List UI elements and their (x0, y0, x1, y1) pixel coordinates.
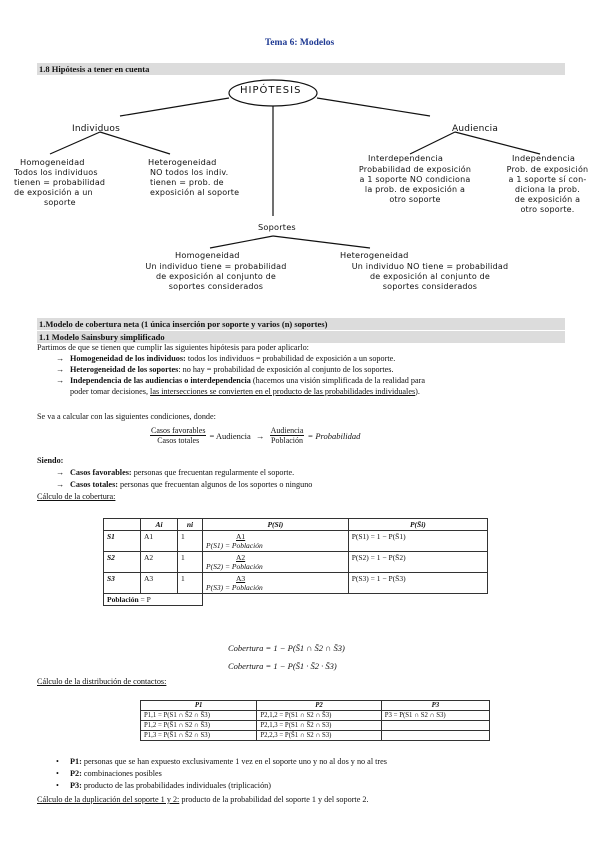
bullet-independencia: → Independencia de las audiencias o interdependencia (hacemos una visión simplificada de la realidad para (56, 376, 425, 385)
page-title: Tema 6: Modelos (264, 38, 335, 48)
diagram-homog1: Homogeneidad (20, 157, 85, 167)
diagram-heter2-text: Un individuo NO tiene = probabilidad de exposición al conjunto de soportes considerados (351, 262, 509, 291)
bullet-p3: • P3: producto de las probabilidades individuales (triplicación) (56, 781, 271, 790)
table-row: P1,3 = P(S̄1 ∩ S̄2 ∩ S3) P2,2,3 = P(S̄1 ∩ S2 ∩ S3) (141, 731, 490, 741)
connector-indep (455, 132, 540, 154)
section-heading-hipotesis: 1.8 Hipótesis a tener en cuenta (37, 63, 565, 75)
arrow-icon: → (56, 354, 65, 363)
duplicacion-line: Cálculo de la duplicación del soporte 1 y 2: producto de la probabilidad del soporte 1 y del soporte 2. (37, 795, 369, 804)
connector-audiencia (317, 98, 430, 116)
table-footer-row: Población = P (104, 594, 488, 606)
diagram-individuos: Individuos (72, 124, 121, 134)
bullet-homogeneidad: → Homogeneidad de los individuos: todos los individuos = probabilidad de exposición a un soporte. (56, 354, 396, 363)
table-header-row: Ai ni P(Si) P(S̄i) (104, 519, 488, 531)
connector-homog1 (50, 132, 100, 154)
calc-intro: Se va a calcular con las siguientes condiciones, donde: (37, 412, 216, 421)
diagram-interdep-text: Probabilidad de exposición a 1 soporte NO condiciona la prob. de exposición a otro soporte (358, 165, 472, 204)
arrow-icon: → (56, 468, 65, 477)
bullet-independencia-cont: poder tomar decisiones, las intersecciones se convierten en el producto de las probabilidades individuales). (70, 387, 420, 396)
cobertura-table (103, 518, 488, 606)
siendo-label: Siendo: (37, 456, 64, 465)
distribucion-title: Cálculo de la distribución de contactos: (37, 677, 167, 686)
arrow-icon: → (56, 365, 65, 374)
table-header-row: P1 P2 P3 (141, 701, 490, 711)
diagram-heter1-text: NO todos los indiv. tienen = prob. de exposición al soporte (150, 168, 240, 197)
bullet-heterogeneidad: → Heterogeneidad de los soportes: no hay = probabilidad de exposición al conjunto de los soportes. (56, 365, 394, 374)
diagram-indep: Independencia (512, 153, 576, 163)
diagram-heter2: Heterogeneidad (340, 250, 409, 260)
cobertura-title: Cálculo de la cobertura: (37, 492, 116, 501)
table-row: S2 A2 1 A2 P(S2) = Población P(S2) = 1 − P(S̄2) (104, 552, 488, 573)
diagram-homog2: Homogeneidad (175, 250, 240, 260)
diagram-homog2-text: Un individuo tiene = probabilidad de exposición al conjunto de soportes considerados (145, 262, 287, 291)
table-row: P1,1 = P(S1 ∩ S̄2 ∩ S̄3) P2,1,2 = P(S1 ∩ S2 ∩ S̄3) P3 = P(S1 ∩ S2 ∩ S3) (141, 711, 490, 721)
cobertura-formula-1: Cobertura = 1 − P(S̄1 ∩ S̄2 ∩ S̄3) (228, 643, 345, 653)
diagram-homog1-text: Todos los individuos tienen = probabilidad de exposición a un soporte (14, 168, 106, 207)
diagram-heter1: Heterogeneidad (148, 157, 217, 167)
connector-homog2 (210, 236, 273, 248)
probability-formula: $\frac{\text{Casos favorables}}{\text{Casos totales}}$ = Audiencia → $\frac{\text{Audiencia}}{\text{Población}}$ = Probabilidad (151, 426, 361, 445)
section-heading-cobertura-neta: 1.Modelo de cobertura neta (1 única inserción por soporte y varios (n) soportes) (37, 318, 565, 330)
connector-heter1 (100, 132, 170, 154)
diagram-root-label: HIPÓTESIS (240, 85, 302, 96)
intro-text: Partimos de que se tienen que cumplir las siguientes hipótesis para poder aplicarlo: (37, 343, 309, 352)
diagram-indep-text: Prob. de exposición a 1 soporte sí con- diciona la prob. de exposición a otro soporte. (506, 165, 589, 214)
table-row: S3 A3 1 A3 P(S3) = Población P(S3) = 1 − P(S̄3) (104, 573, 488, 594)
connector-interdep (410, 132, 455, 154)
bullet-dot-icon: • (56, 781, 59, 790)
def-casos-favorables: → Casos favorables: personas que frecuentan regularmente el soporte. (56, 468, 295, 477)
diagram-audiencia: Audiencia (452, 124, 499, 134)
arrow-icon: → (253, 430, 267, 441)
arrow-icon: → (56, 376, 65, 385)
diagram-interdep: Interdependencia (368, 153, 444, 163)
table-row: S1 A1 1 A1 P(S1) = Población P(S1) = 1 − P(S̄1) (104, 531, 488, 552)
bullet-p1: • P1: personas que se han expuesto exclusivamente 1 vez en el soporte uno y no al dos y no al tres (56, 757, 387, 766)
section-heading-sainsbury: 1.1 Modelo Sainsbury simplificado (37, 331, 565, 343)
def-casos-totales: → Casos totales: personas que frecuentan algunos de los soportes o ninguno (56, 480, 313, 489)
bullet-dot-icon: • (56, 769, 59, 778)
distribucion-table (140, 700, 490, 741)
diagram-soportes: Soportes (258, 222, 296, 232)
bullet-dot-icon: • (56, 757, 59, 766)
connector-heter2 (273, 236, 370, 248)
cobertura-formula-2: Cobertura = 1 − P(S̄1 · S̄2 · S̄3) (228, 661, 337, 671)
arrow-icon: → (56, 480, 65, 489)
bullet-p2: • P2: combinaciones posibles (56, 769, 162, 778)
table-row: P1,2 = P(S̄1 ∩ S2 ∩ S̄3) P2,1,3 = P(S1 ∩ S̄2 ∩ S3) (141, 721, 490, 731)
connector-individuos (120, 98, 229, 116)
